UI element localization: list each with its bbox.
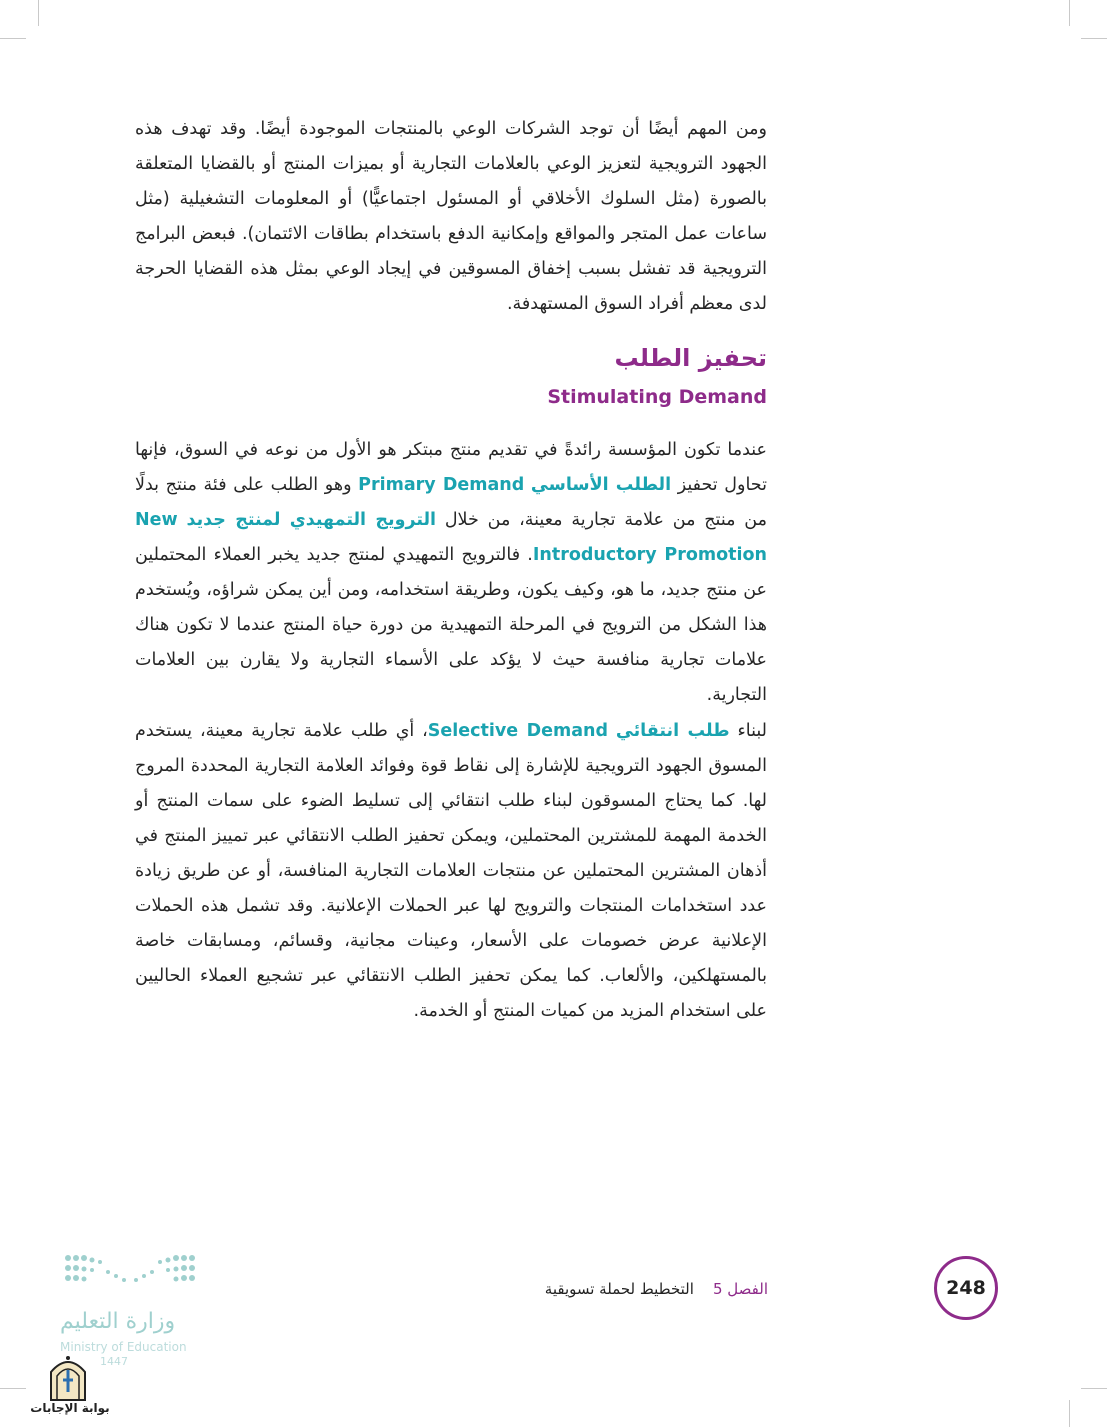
paragraph-text (135, 433, 767, 713)
text-run: وهو الطلب على فئة منتج بدلًا من منتج من علامة تجارية معينة، من خلال (135, 475, 767, 530)
ministry-name-en: Ministry of Education (60, 1340, 187, 1354)
intro-paragraph (135, 112, 767, 322)
portal-gate-icon (45, 1350, 91, 1402)
term-selective-demand-ar: طلب انتقائي (615, 721, 730, 741)
crop-mark (1069, 1400, 1070, 1427)
chapter-label: الفصل 5 (712, 1280, 768, 1298)
primary-demand-paragraph (135, 433, 767, 713)
crop-mark (0, 38, 26, 39)
intro-text: ومن المهم أيضًا أن توجد الشركات الوعي بالمنتجات الموجودة أيضًا. وقد تهدف هذه الجهود الترويجية لتعزيز الوعي بالعلامات التجارية أو بميزات المنتج أو بالقضايا المتعلقة بالصورة (مثل السلوك الأخلاقي أو المسئول اجتماعيًّا) أو المعلومات التشغيلية (مثل ساعات عمل المتجر والمواقع وإمكانية الدفع باستخدام بطاقات الائتمان). فبعض البرامج الترويجية قد تفشل بسبب إخفاق المسوقين في إيجاد الوعي بمثل هذه القضايا الحرجة لدى معظم أفراد السوق المستهدفة. (135, 119, 767, 314)
crop-mark (1081, 1388, 1107, 1389)
text-run: ، أي طلب علامة تجارية معينة، يستخدم المسوق الجهود الترويجية للإشارة إلى نقاط قوة وفوائد العلامة التجارية المحددة المروج لها. كما يحتاج المسوقون لبناء طلب انتقائي إلى تسليط الضوء على سمات المنتج أو الخدمة المهمة للمشترين المحتملين، ويمكن تحفيز الطلب الانتقائي عبر تمييز المنتج في أذهان المشترين المحتملين عن منتجات العلامات التجارية المنافسة، أو عن طريق زيادة عدد استخدامات المنتجات والترويج لها عبر الحملات الإعلانية. وقد تشمل هذه الحملات الإعلانية عرض خصومات على الأسعار، وعينات مجانية، وقسائم، ومسابقات خاصة بالمستهلكين، والألعاب. كما يمكن تحفيز الطلب الانتقائي عبر تشجيع العملاء الحاليين على استخدام المزيد من كميات المنتج أو الخدمة. (135, 721, 767, 1021)
term-new-introductory-promotion-ar: الترويج التمهيدي لمنتج جديد (186, 510, 437, 530)
paragraph-text (135, 714, 767, 1029)
ministry-year: 1447 (100, 1355, 128, 1368)
term-primary-demand-ar: الطلب الأساسي (530, 475, 672, 495)
crop-mark (1081, 38, 1107, 39)
section-heading-ar: تحفيز الطلب (614, 344, 767, 372)
ministry-logo-dots-icon (62, 1252, 198, 1292)
chapter-title: التخطيط لحملة تسويقية (544, 1280, 694, 1298)
portal-label: بوابة الإجابات (30, 1401, 110, 1415)
ministry-name-ar: وزارة التعليم (60, 1309, 176, 1334)
page-number-text: 248 (946, 1277, 986, 1299)
crop-mark (0, 1388, 26, 1389)
chapter-footer (500, 1276, 768, 1302)
crop-mark (1069, 0, 1070, 26)
text-run: لبناء (729, 721, 767, 741)
term-selective-demand-en: Selective Demand (427, 721, 608, 741)
term-primary-demand-en: Primary Demand (358, 475, 525, 495)
selective-demand-paragraph (135, 714, 767, 1029)
section-heading-en: Stimulating Demand (547, 386, 767, 408)
crop-mark (38, 0, 39, 26)
term-new-introductory-promotion-en: New Introductory Promotion (135, 510, 767, 565)
text-run: . فالترويج التمهيدي لمنتج جديد يخبر العملاء المحتملين عن منتج جديد، ما هو، وكيف يكون، وطريقة استخدامه، ومن أين يمكن شراؤه، ويُستخدم هذا الشكل من الترويج في المرحلة التمهيدية من دورة حياة المنتج عندما لا تكون هناك علامات تجارية منافسة حيث لا يؤكد على الأسماء التجارية ولا يقارن بين العلامات التجارية. (135, 545, 767, 705)
text-run: عندما تكون المؤسسة رائدةً في تقديم منتج مبتكر هو الأول من نوعه في السوق، فإنها تحاول تحفيز (135, 440, 767, 495)
page-number (934, 1256, 998, 1320)
